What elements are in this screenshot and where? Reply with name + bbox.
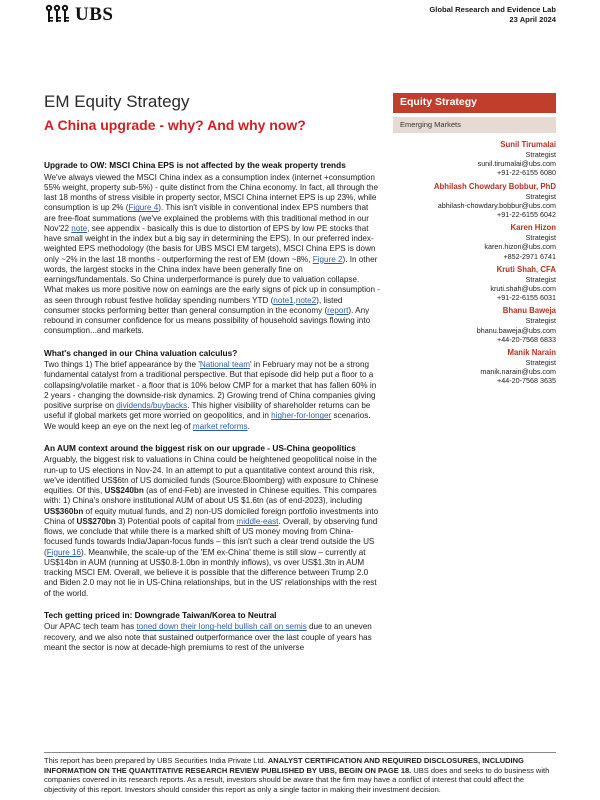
section-heading: Upgrade to OW: MSCI China EPS is not affected by the weak property trends xyxy=(44,160,346,170)
ubs-keys-icon xyxy=(44,4,70,26)
analyst-card xyxy=(386,223,556,261)
brand-name: UBS xyxy=(75,4,114,25)
report-body xyxy=(44,160,380,659)
national-team-link[interactable]: National team xyxy=(199,360,251,369)
analyst-role: Strategist xyxy=(525,274,556,284)
higher-for-longer-link[interactable]: higher-for-longer xyxy=(271,411,332,421)
analyst-card xyxy=(386,140,556,178)
analyst-email[interactable]: manik.narain@ubs.com xyxy=(480,367,556,377)
analyst-phone: +852-2971 6741 xyxy=(503,251,556,261)
section-heading: An AUM context around the biggest risk on our upgrade - US-China geopolitics xyxy=(44,442,356,453)
section-paragraph: Two things 1) The brief appearance by the 'National team' in February may not be a strong fundamental catalyst from a traditional perspective. But that episode did help put a floor to a collapsing/volatile market - a floor that is 10% below CMP for a market that has fallen 60% in 2 years - changing the downside-risk dynamics. 2) Growing trend of China companies giving positive surprise on dividends/buybacks. This higher visibility of shareholder returns can be useful if global markets get more worried on geopolitics, and in higher-for-longer scenarios. We would keep an eye on the next leg of market reforms. xyxy=(44,360,377,431)
ubs-logo xyxy=(44,4,113,26)
section-paragraph: We've always viewed the MSCI China index as a consumption index (internet +consumption 55% weight, property sub-5%) - quite distinct from the China economy. In fact, all through the last 18 months of stress visible in property sector, MSCI China internet EPS is up 23%, while consumption is up 2% (Figure 4). This isn't visible in conventional index EPS numbers that are free-float summations (we've explained the problems with this traditional method in our Nov'22 note, see appendix - basically this is due to distortion of EPS by low PE stocks that have small weight in the index but a big say in determining the EPS). In our preferred index-weighted EPS methodology (the basis for UBS MSCI EM targets), MSCI China EPS is down only ~2% in the last 18 months - outperforming the rest of EM (down ~8%, Figure 2). In other words, the largest stocks in the China index have been generally fine on earnings/fundamentals. So China underperformance is purely due to valuation collapse. What makes us more positive now on earnings are the early signs of pick up in consumption - as seen through robust festive holiday spending numbers YTD (note1,note2), listed consumer stocks performing better than general consumption in the economy (report). Any rebound in consumer confidence for us means possibility of household savings flowing into consumption...and markets. xyxy=(44,172,380,336)
report-link[interactable]: report xyxy=(327,305,349,315)
analyst-name: Bhanu Baweja xyxy=(502,306,556,316)
report-header xyxy=(429,5,556,25)
analyst-name: Karen Hizon xyxy=(510,223,556,233)
analyst-email[interactable]: karen.hizon@ubs.com xyxy=(484,242,556,252)
footer-divider xyxy=(44,752,556,753)
figure-link[interactable]: Figure 2 xyxy=(312,254,343,264)
analyst-name: Sunil Tirumalai xyxy=(500,140,556,149)
analyst-role: Strategist xyxy=(525,191,556,201)
analyst-card xyxy=(386,265,556,303)
analyst-email[interactable]: kruti.shah@ubs.com xyxy=(490,284,556,294)
figure-link[interactable]: Figure 16 xyxy=(46,547,82,557)
page-subtitle: A China upgrade - why? And why now? xyxy=(44,117,306,133)
analyst-phone: +91-22-6155 6042 xyxy=(497,210,556,220)
section-badge: Equity Strategy xyxy=(393,93,556,113)
category-label: Emerging Markets xyxy=(393,117,556,133)
analyst-phone: +44-20-7568 6833 xyxy=(497,334,556,344)
analyst-role: Strategist xyxy=(525,358,556,368)
analyst-card xyxy=(386,182,556,220)
note-link[interactable]: note xyxy=(71,223,88,233)
analyst-card xyxy=(386,348,556,386)
report-date: 23 April 2024 xyxy=(509,15,556,24)
dividends-link[interactable]: dividends/buybacks xyxy=(116,401,188,410)
note-link[interactable]: note1,note2 xyxy=(273,295,317,305)
page-title: EM Equity Strategy xyxy=(44,92,190,111)
market-reforms-link[interactable]: market reforms xyxy=(192,421,248,431)
analyst-phone: +44-20-7568 3635 xyxy=(497,376,556,386)
analyst-name: Abhilash Chowdary Bobbur, PhD xyxy=(433,181,556,191)
section-heading: Tech getting priced in: Downgrade Taiwan/Korea to Neutral xyxy=(44,609,277,620)
analyst-name: Manik Narain xyxy=(507,348,556,358)
analyst-email[interactable]: sunil.tirumalai@ubs.com xyxy=(477,159,556,169)
semis-link[interactable]: toned down their long-held bullish call on semis xyxy=(136,622,307,632)
analyst-email[interactable]: bhanu.baweja@ubs.com xyxy=(476,325,556,335)
lab-name: Global Research and Evidence Lab xyxy=(429,5,556,14)
section-paragraph: Arguably, the biggest risk to valuations in China could be heightened geopolitical noise in the run-up to US elections in Nov-24. In an attempt to put a quantitative context around this risk, we've identified US$6tn of US domiciled funds (Source:Bloomberg) with exposure to Chinese equities. Of this, US$240bn (as of end-Feb) are invested in Chinese equities. This compares with: 1) China's onshore institutional AUM of about US $1.6tn (as of end-2023), including US$360bn of equity mutual funds, and 2) non-US domiciled foreign portfolio investments into China of US$270bn 3) Potential pools of capital from middle-east. Overall, by observing fund flows, we conclude that while there is a marked shift of US money moving from China-focused funds towards India/Japan-focus funds – this isn't such a clear trend outside the US (Figure 16). Meanwhile, the scale-up of the 'EM ex-China' theme is still slow – currently at US$14bn in AUM (running at US$0.8-1.0bn in monthly inflows), vs over US$1.3tn in AUM tracking MSCI EM. Overall, we believe it is possible that the difference between Trump 2.0 and Biden 2.0 may not lie in US-China relationships, but in the US' relationships with the rest of the world. xyxy=(44,455,379,598)
figure-link[interactable]: Figure 4 xyxy=(128,203,159,213)
disclaimer: This report has been prepared by UBS Securities India Private Ltd. ANALYST CERTIFICATION AND REQUIRED DISCLOSURES, INCLUDING INFORMATION ON THE QUANTITATIVE RESEARCH REVIEW PUBLISHED BY UBS, BEGIN ON PAGE 18. UBS does and seeks to do business with companies covered in its research reports. As a result, investors should be aware that the firm may have a conflict of interest that could affect the objectivity of this report. Investors should consider this report as only a single factor in making their investment decision. xyxy=(44,756,550,794)
analyst-role: Strategist xyxy=(525,150,556,159)
analyst-card xyxy=(386,306,556,344)
middle-east-link[interactable]: middle-east xyxy=(236,516,279,526)
analyst-role: Strategist xyxy=(525,233,556,243)
section-paragraph: Our APAC tech team has toned down their long-held bullish call on semis due to an uneven recovery, and we also note that sustained outperformance over the last couple of years has meant the sector is now at decade-high premiums to rest of the universe xyxy=(44,622,372,652)
analyst-phone: +91-22-6155 6031 xyxy=(497,293,556,303)
analyst-role: Strategist xyxy=(525,316,556,326)
analyst-phone: +91-22-6155 6080 xyxy=(497,168,556,178)
section-heading: What's changed in our China valuation calculus? xyxy=(44,347,238,358)
analyst-name: Kruti Shah, CFA xyxy=(496,264,556,274)
analyst-list xyxy=(386,140,556,390)
analyst-email[interactable]: abhilash-chowdary.bobbur@ubs.com xyxy=(437,200,556,210)
